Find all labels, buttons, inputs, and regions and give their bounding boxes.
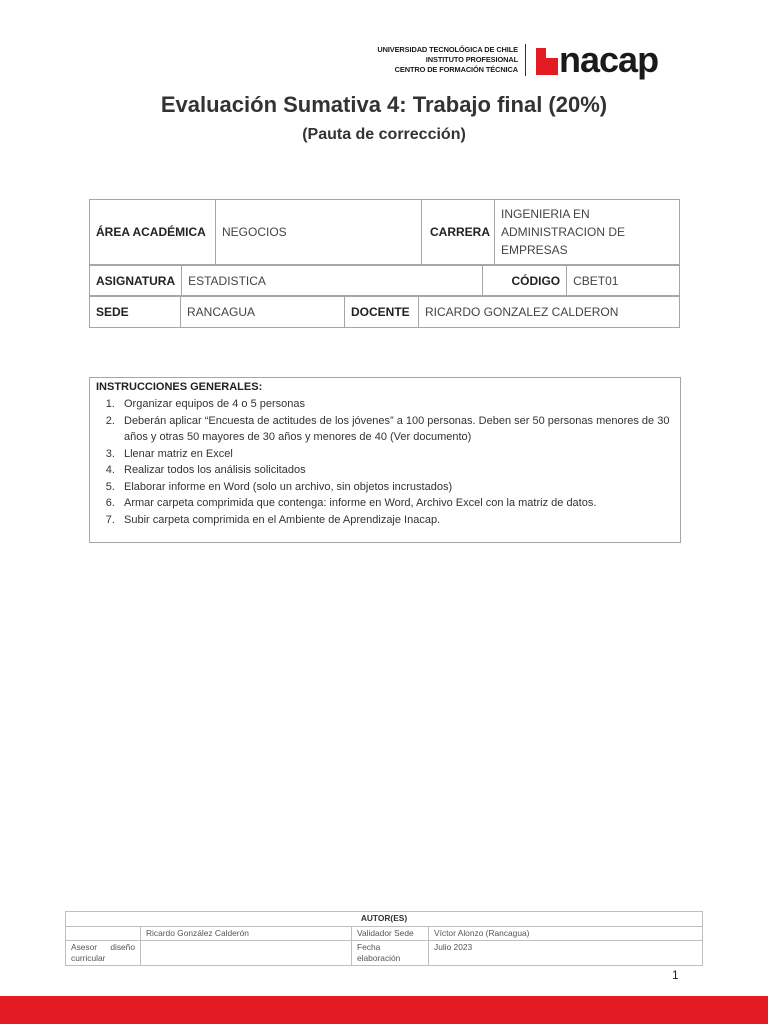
carrera-value: INGENIERIA EN ADMINISTRACION DE EMPRESAS	[495, 200, 680, 265]
instruction-item: 6. Armar carpeta comprimida que contenga: informe en Word, Archivo Excel con la matriz de datos.	[118, 495, 674, 512]
asignatura-value: ESTADISTICA	[182, 266, 483, 296]
info-table-sede	[89, 296, 680, 328]
instruction-item: 2. Deberán aplicar “Encuesta de actitudes de los jóvenes” a 100 personas. Deben ser 50 personas menores de 30 años y otras 50 mayores de 30 años y menores de 40 (Ver documento)	[118, 413, 674, 446]
institution-names	[377, 45, 518, 75]
document-subtitle: (Pauta de corrección)	[302, 126, 466, 143]
authors-header: AUTOR(ES)	[66, 912, 703, 927]
asesor-label: Asesor diseño curricular	[66, 941, 141, 966]
authors-table	[65, 911, 703, 966]
instruction-item: 4. Realizar todos los análisis solicitados	[118, 462, 674, 479]
institution-logo	[360, 39, 678, 88]
asignatura-label: ASIGNATURA	[90, 266, 182, 296]
instruction-item: 5. Elaborar informe en Word (solo un archivo, sin objetos incrustados)	[118, 479, 674, 496]
carrera-label: CARRERA	[422, 200, 495, 265]
docente-label: DOCENTE	[345, 297, 419, 328]
logo-line-center: CENTRO DE FORMACIÓN TÉCNICA	[394, 65, 518, 74]
logo-line-institute: INSTITUTO PROFESIONAL	[425, 55, 518, 64]
page-number: 1	[672, 968, 679, 982]
sede-value: RANCAGUA	[181, 297, 345, 328]
instruction-item: 3. Llenar matriz en Excel	[118, 446, 674, 463]
validador-label: Validador Sede	[352, 927, 429, 941]
logo-wordmark: nacap	[559, 39, 659, 80]
instructions-list	[96, 396, 674, 528]
author-role-cell	[66, 927, 141, 941]
fecha-label: Fecha elaboración	[352, 941, 429, 966]
codigo-value: CBET01	[567, 266, 680, 296]
author-name: Ricardo González Calderón	[141, 927, 352, 941]
general-instructions	[89, 377, 681, 543]
instructions-title: INSTRUCCIONES GENERALES:	[96, 381, 263, 393]
area-value: NEGOCIOS	[216, 200, 422, 265]
logo-red-bar	[536, 48, 546, 75]
document-title: Evaluación Sumativa 4: Trabajo final (20%)	[160, 92, 608, 117]
fecha-value: Julio 2023	[429, 941, 703, 966]
instruction-item: 7. Subir carpeta comprimida en el Ambiente de Aprendizaje Inacap.	[118, 512, 674, 529]
asesor-value	[141, 941, 352, 966]
logo-line-university: UNIVERSIDAD TECNOLÓGICA DE CHILE	[377, 45, 518, 54]
logo-divider	[525, 44, 526, 76]
inacap-logo-mark	[536, 39, 674, 88]
area-label: ÁREA ACADÉMICA	[90, 200, 216, 265]
codigo-label: CÓDIGO	[483, 266, 567, 296]
info-table-area	[89, 199, 680, 265]
validador-value: Víctor Alonzo (Rancagua)	[429, 927, 703, 941]
docente-value: RICARDO GONZALEZ CALDERON	[419, 297, 680, 328]
sede-label: SEDE	[90, 297, 181, 328]
instruction-item: 1. Organizar equipos de 4 o 5 personas	[118, 396, 674, 413]
footer-brand-bar	[0, 996, 768, 1024]
info-table-asignatura	[89, 265, 680, 296]
